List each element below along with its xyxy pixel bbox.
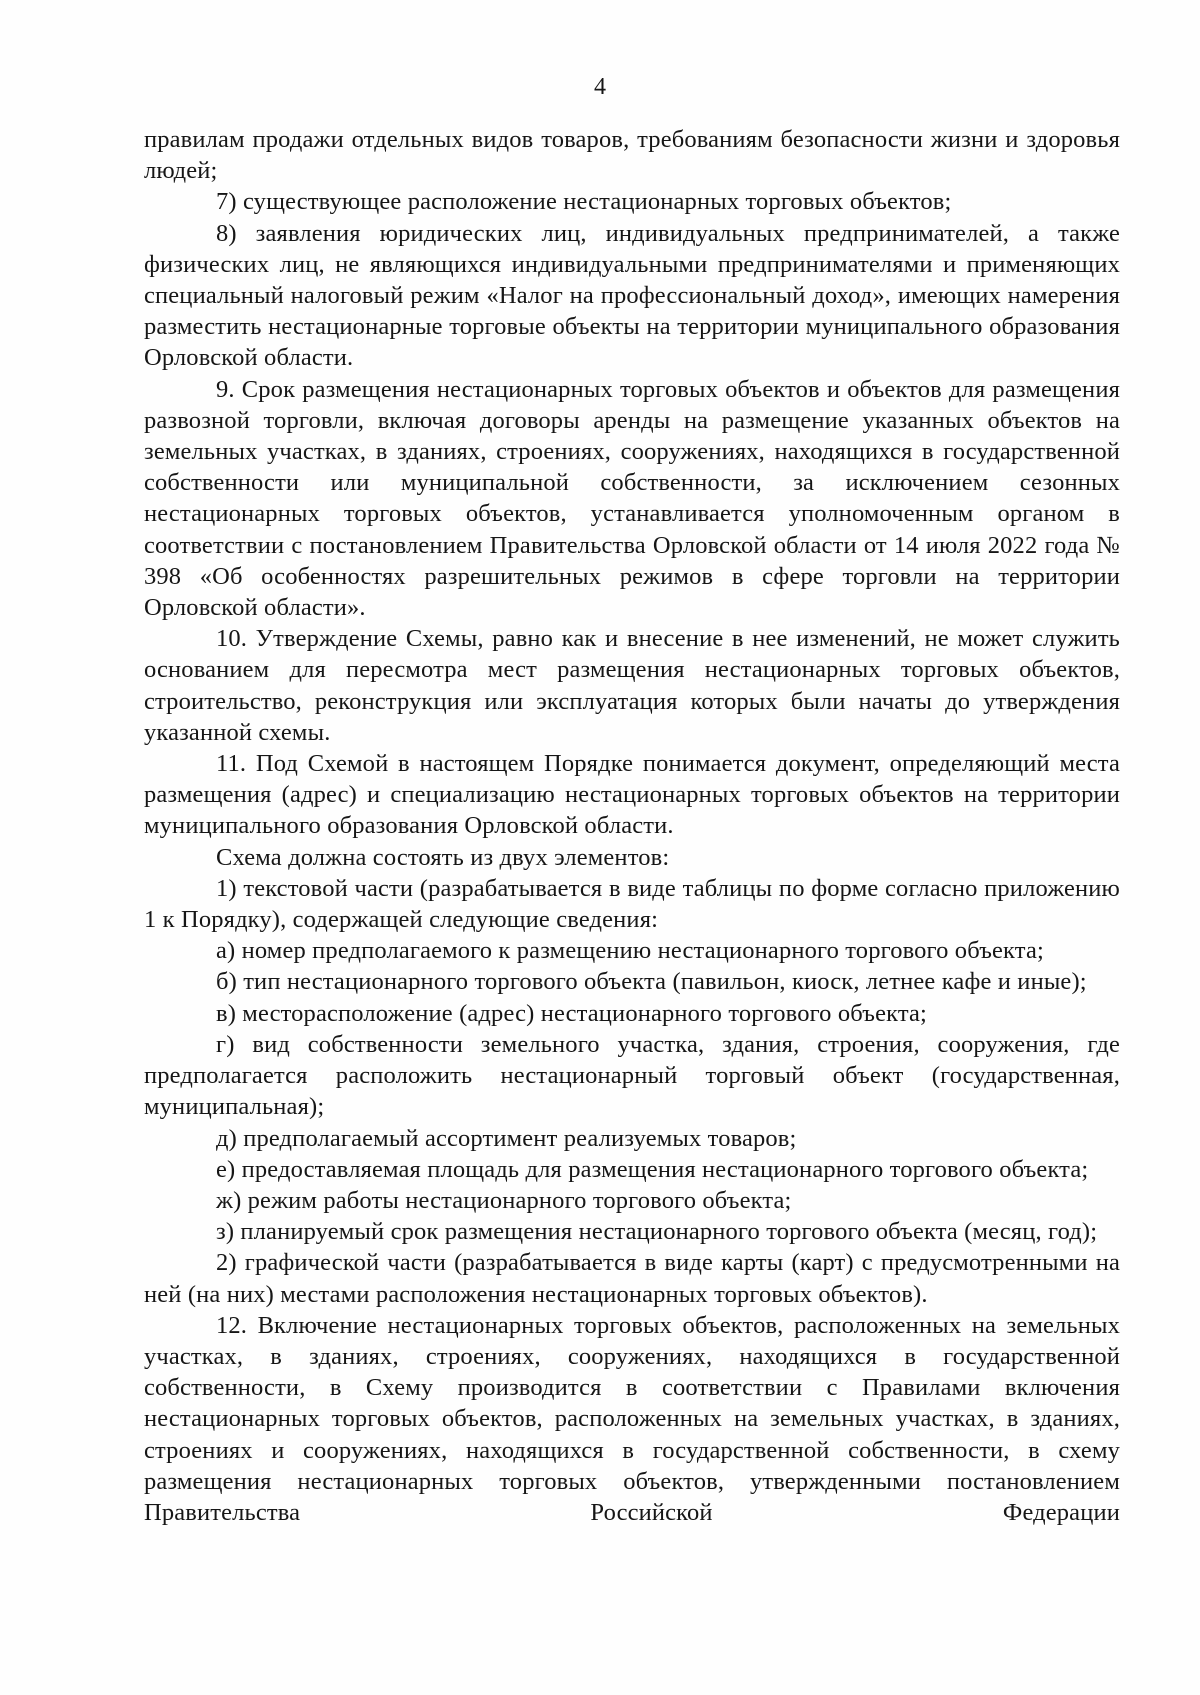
subitem-g: г) вид собственности земельного участка, здания, строения, сооружения, где предполагается расположить нестационарный торговый объект (государственная, муниципальная); xyxy=(144,1030,1120,1121)
scheme-element-graphic-part: 2) графической части (разрабатывается в виде карты (карт) с предусмотренными на ней (на них) местами расположения нестационарных торговых объектов). xyxy=(144,1249,1120,1308)
subitem-d: д) предполагаемый ассортимент реализуемых товаров; xyxy=(216,1124,797,1152)
scheme-element-text-part: 1) текстовой части (разрабатывается в виде таблицы по форме согласно приложению 1 к Порядку), содержащей следующие сведения: xyxy=(144,874,1120,934)
subitem-b: б) тип нестационарного торгового объекта (павильон, киоск, летнее кафе и иные); xyxy=(216,968,1087,996)
subitem-v: в) месторасположение (адрес) нестационарного торгового объекта; xyxy=(216,999,927,1027)
scheme-elements-intro: Схема должна состоять из двух элементов: xyxy=(216,843,670,871)
subitem-a: а) номер предполагаемого к размещению нестационарного торгового объекта; xyxy=(216,937,1044,965)
clause-11: 11. Под Схемой в настоящем Порядке понимается документ, определяющий места размещения (адрес) и специализацию нестационарных торговых объектов на территории муниципального образования Орловской области. xyxy=(144,750,1120,840)
page-number: 4 xyxy=(594,74,606,100)
subitem-e: е) предоставляемая площадь для размещения нестационарного торгового объекта; xyxy=(216,1155,1089,1183)
subitem-z: з) планируемый срок размещения нестационарного торгового объекта (месяц, год); xyxy=(216,1218,1098,1246)
document-body xyxy=(144,124,1120,1528)
clause-9: 9. Срок размещения нестационарных торговых объектов и объектов для размещения развозной торговли, включая договоры аренды на размещение указанных объектов на земельных участках, в зданиях, строениях, сооружениях, находящихся в государственной собственности или муниципальной собственности, за исключением сезонных нестационарных торговых объектов, устанавливается уполномоченным органом в соответствии с постановлением Правительства Орловской области от 14 июля 2022 года № 398 «Об особенностях разрешительных режимов в сфере торговли на территории Орловской области». xyxy=(144,375,1120,622)
list-item-7: 7) существующее расположение нестационарных торговых объектов; xyxy=(216,188,952,216)
subitem-zh: ж) режим работы нестационарного торгового объекта; xyxy=(216,1186,792,1214)
list-item-8: 8) заявления юридических лиц, индивидуальных предпринимателей, а также физических лиц, не являющихся индивидуальными предпринимателями и применяющих специальный налоговый режим «Налог на профессиональный доход», имеющих намерения разместить нестационарные торговые объекты на территории муниципального образования Орловской области. xyxy=(144,219,1120,372)
paragraph-continuation: правилам продажи отдельных видов товаров, требованиям безопасности жизни и здоровья людей; xyxy=(144,126,1120,185)
clause-12: 12. Включение нестационарных торговых объектов, расположенных на земельных участках, в зданиях, строениях, сооружениях, находящихся в государственной собственности, в Схему производится в соответствии с Правилами включения нестационарных торговых объектов, расположенных на земельных участках, в зданиях, строениях и сооружениях, находящихся в государственной собственности, в схему размещения нестационарных торговых объектов, утвержденными постановлением Правительства Российской Федерации xyxy=(144,1311,1120,1526)
clause-10: 10. Утверждение Схемы, равно как и внесение в нее изменений, не может служить основанием для пересмотра мест размещения нестационарных торговых объектов, строительство, реконструкция или эксплуатация которых были начаты до утверждения указанной схемы. xyxy=(144,625,1120,746)
